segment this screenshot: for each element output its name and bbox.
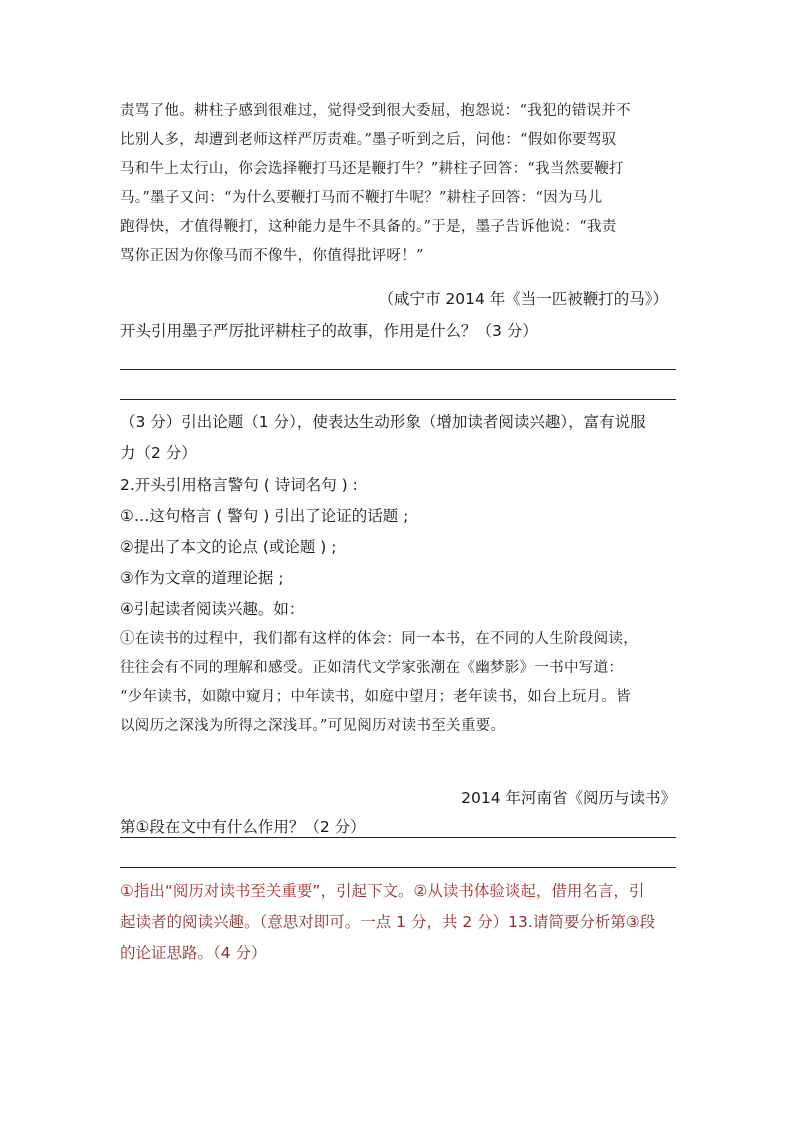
answer-highlight: ①指出“阅历对读书至关重要”，	[120, 882, 336, 900]
answer-highlight: ②从读书体验谈起，	[413, 882, 552, 900]
question-2	[120, 812, 676, 843]
source-citation: 2014 年河南省《阅历与读书》	[461, 789, 676, 807]
answer-blank-line	[120, 867, 676, 868]
passage-line: 责骂了他。耕柱子感到很难过，觉得受到很大委屈，抱怨说：“我犯的错误并不	[120, 103, 631, 119]
passage-line: “少年读书，如隙中窥月；中年读书，如庭中望月；老年读书，如台上玩月。皆	[120, 689, 631, 705]
question-text: 开头引用墨子严厉批评耕柱子的故事，作用是什么？（3 分）	[120, 322, 538, 340]
passage-line: 跑得快，才值得鞭打，这种能力是牛不具备的。”于是，墨子告诉他说：“我责	[120, 219, 617, 235]
answer-blank-line	[120, 837, 676, 838]
passage-line: 比别人多，却遭到老师这样严厉责难。”墨子听到之后，问他：“假如你要驾驭	[120, 132, 617, 148]
answer-line: 力（2 分）	[120, 444, 197, 462]
passage-line: 以阅历之深浅为所得之深浅耳。”可见阅历对读书至关重要。	[120, 718, 506, 734]
tips-section	[120, 470, 676, 625]
passage-source	[120, 783, 676, 814]
answer-blank-line	[120, 369, 676, 370]
tips-item: ②提出了本文的论点 (或论题 ) ;	[120, 538, 337, 556]
passage-line: 马和牛上太行山，你会选择鞭打马还是鞭打牛？”耕柱子回答：“我当然要鞭打	[120, 161, 624, 177]
passage-line: ①在读书的过程中，我们都有这样的体会：同一本书，在不同的人生阶段阅读，	[120, 631, 638, 647]
tips-item: ①…这句格言 ( 警句 ) 引出了论证的话题 ;	[120, 507, 409, 525]
tips-item: ③作为文章的道理论据 ;	[120, 569, 284, 587]
passage-line: 骂你正因为你像马而不像牛，你值得批评呀！”	[120, 248, 424, 264]
passage-reading	[120, 625, 676, 741]
answer-line: （3 分）引出论题（1 分），使表达生动形象（增加读者阅读兴趣），富有说服	[120, 413, 646, 431]
question-1	[120, 316, 676, 347]
passage-source	[120, 284, 668, 315]
answer-line: 的论证思路。（4 分）	[120, 944, 267, 962]
passage-mozi	[120, 97, 676, 271]
answer-line: 起读者的阅读兴趣。（意思对即可。一点 1 分，共 2 分）13.请简要分析第③段	[120, 913, 656, 931]
answer-text: 引起下文。	[335, 882, 414, 900]
tips-heading: 2.开头引用格言警句 ( 诗词名句 ) :	[120, 476, 358, 494]
passage-line: 马。”墨子又问：“为什么要鞭打马而不鞭打牛呢？”耕柱子回答：“因为马儿	[120, 190, 603, 206]
passage-line: 往往会有不同的理解和感受。正如清代文学家张潮在《幽梦影》一书中写道：	[120, 660, 624, 676]
tips-item: ④引起读者阅读兴趣。如：	[120, 600, 305, 618]
answer-line	[120, 876, 676, 907]
answer-text: 借用名言，引	[551, 882, 645, 900]
answer-blank-line	[120, 399, 676, 400]
answer-2	[120, 876, 676, 969]
answer-1	[120, 407, 676, 469]
source-citation: （咸宁市 2014 年《当一匹被鞭打的马》）	[378, 290, 668, 308]
question-text: 第①段在文中有什么作用？（2 分）	[120, 818, 366, 836]
